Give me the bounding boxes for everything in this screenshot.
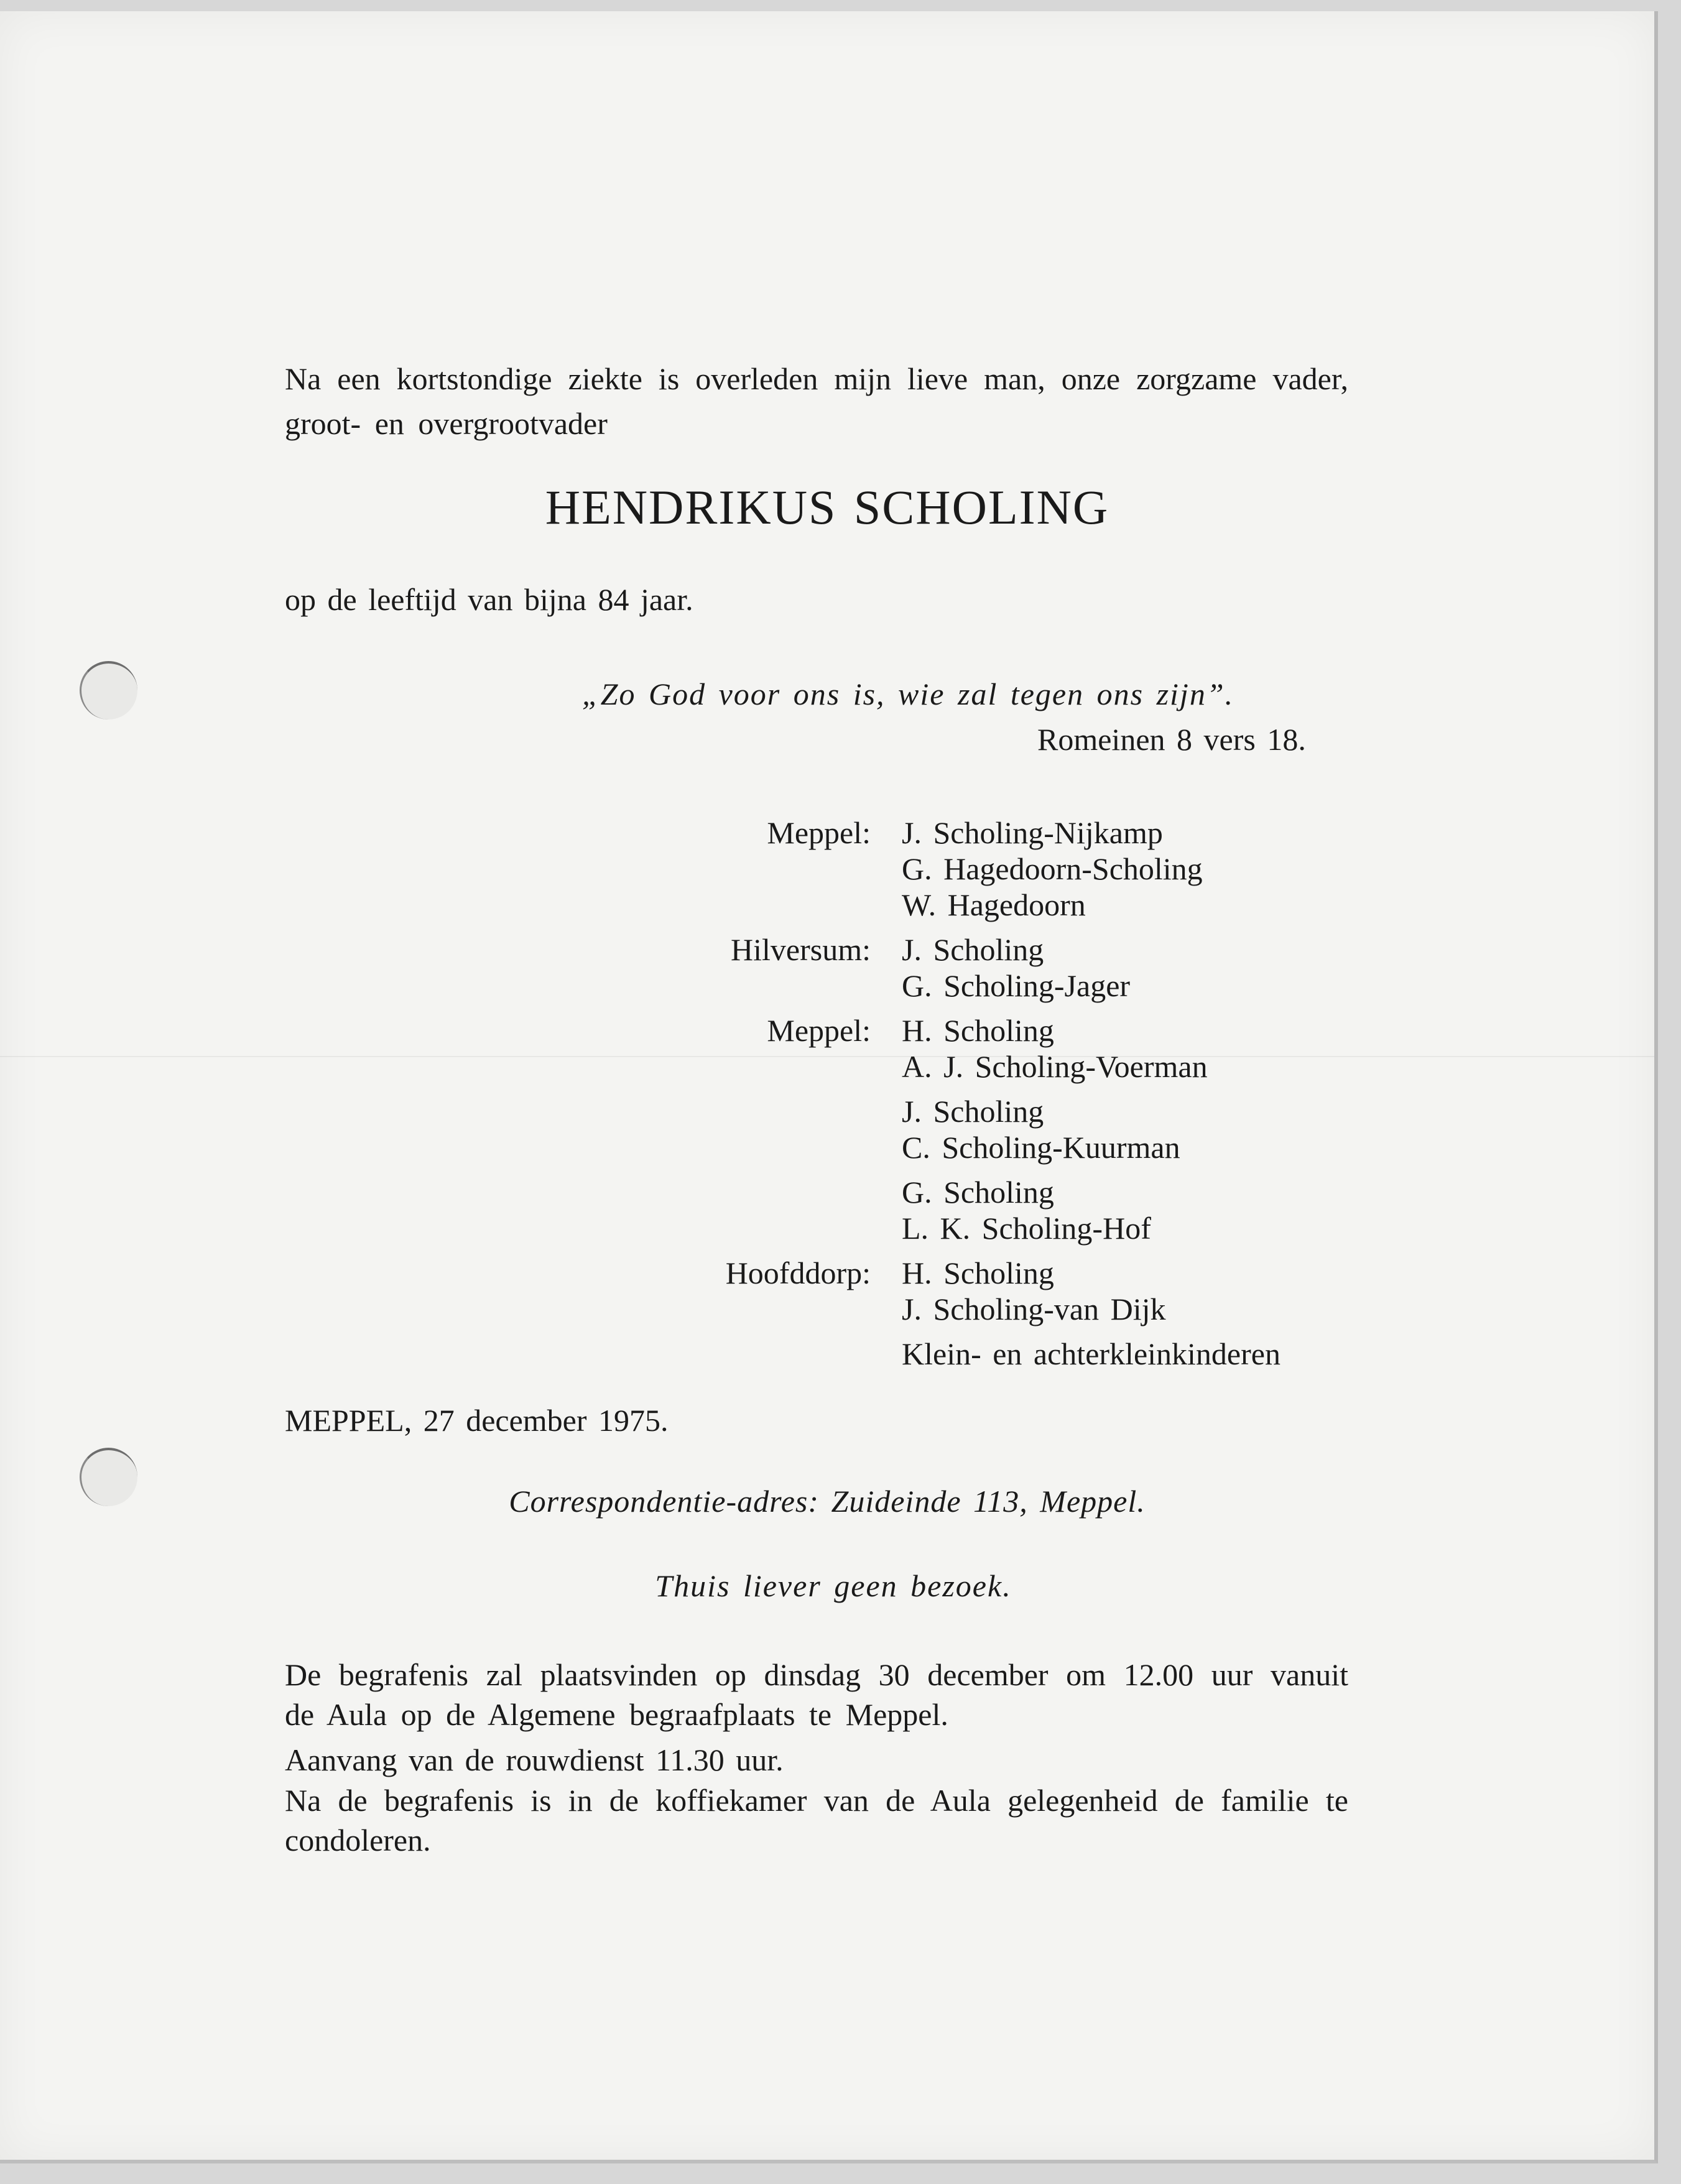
family-row [653,968,1374,1004]
family-member: H. Scholing [902,1013,1054,1048]
intro-text: Na een kortstondige ziekte is overleden mijn lieve man, onze zorgzame vader, groot- en overgrootvader [285,361,1348,441]
family-row [653,1129,1374,1165]
family-member: H. Scholing [902,1256,1054,1290]
reception-note: Na de begrafenis is in de koffiekamer van de Aula gelegenheid de familie te condoleren. [285,1783,1348,1858]
family-row [653,1210,1374,1246]
family-place: Hoofddorp: [725,1256,871,1290]
service-time: Aanvang van de rouwdienst 11.30 uur. [285,1742,784,1777]
family-place [653,1093,871,1129]
family-place: Meppel: [767,815,871,850]
family-place [653,1210,871,1246]
family-row [653,1255,1374,1291]
family-place: Meppel: [767,1013,871,1048]
family-member: G. Scholing-Jager [902,968,1131,1003]
bible-quote: „Zo God voor ons is, wie zal tegen ons zijn”. [581,677,1234,711]
mourning-card [0,11,1658,2163]
family-row [653,887,1374,923]
family-row [653,1093,1374,1129]
family-row [653,1174,1374,1210]
family-member: Klein- en achterkleinkinderen [902,1336,1280,1371]
correspondence-address: Correspondentie-adres: Zuideinde 113, Meppel. [509,1484,1146,1519]
family-place [653,851,871,887]
family-member: C. Scholing-Kuurman [902,1130,1180,1165]
family-row [653,1012,1374,1048]
family-place [653,1291,871,1327]
family-row [653,1336,1374,1372]
funeral-details: De begrafenis zal plaatsvinden op dinsdag 30 december om 12.00 uur vanuit de Aula op de Algemene begraafplaats te Meppel. [285,1657,1348,1732]
family-list [653,815,1374,1372]
family-member: J. Scholing [902,932,1044,967]
age-line: op de leeftijd van bijna 84 jaar. [285,582,693,617]
date-line: MEPPEL, 27 december 1975. [285,1403,669,1438]
family-member: G. Scholing [902,1175,1054,1210]
family-place [653,887,871,923]
family-row [653,1048,1374,1085]
family-member: L. K. Scholing-Hof [902,1211,1151,1246]
family-member: W. Hagedoorn [902,887,1086,922]
family-place [653,1129,871,1165]
family-place [653,1048,871,1085]
family-member: A. J. Scholing-Voerman [902,1049,1208,1084]
family-member: G. Hagedoorn-Scholing [902,851,1203,886]
quote-reference: Romeinen 8 vers 18. [1037,722,1306,757]
family-row [653,932,1374,968]
family-row [653,851,1374,887]
family-member: J. Scholing-van Dijk [902,1292,1166,1326]
family-place [653,968,871,1004]
family-row [653,1291,1374,1327]
family-row [653,815,1374,851]
no-visit-note: Thuis liever geen bezoek. [655,1568,1012,1603]
family-member: J. Scholing-Nijkamp [902,815,1163,850]
family-member: J. Scholing [902,1094,1044,1129]
family-place [653,1336,871,1372]
deceased-name: HENDRIKUS SCHOLING [545,480,1109,534]
family-place: Hilversum: [731,932,871,967]
family-place [653,1174,871,1210]
